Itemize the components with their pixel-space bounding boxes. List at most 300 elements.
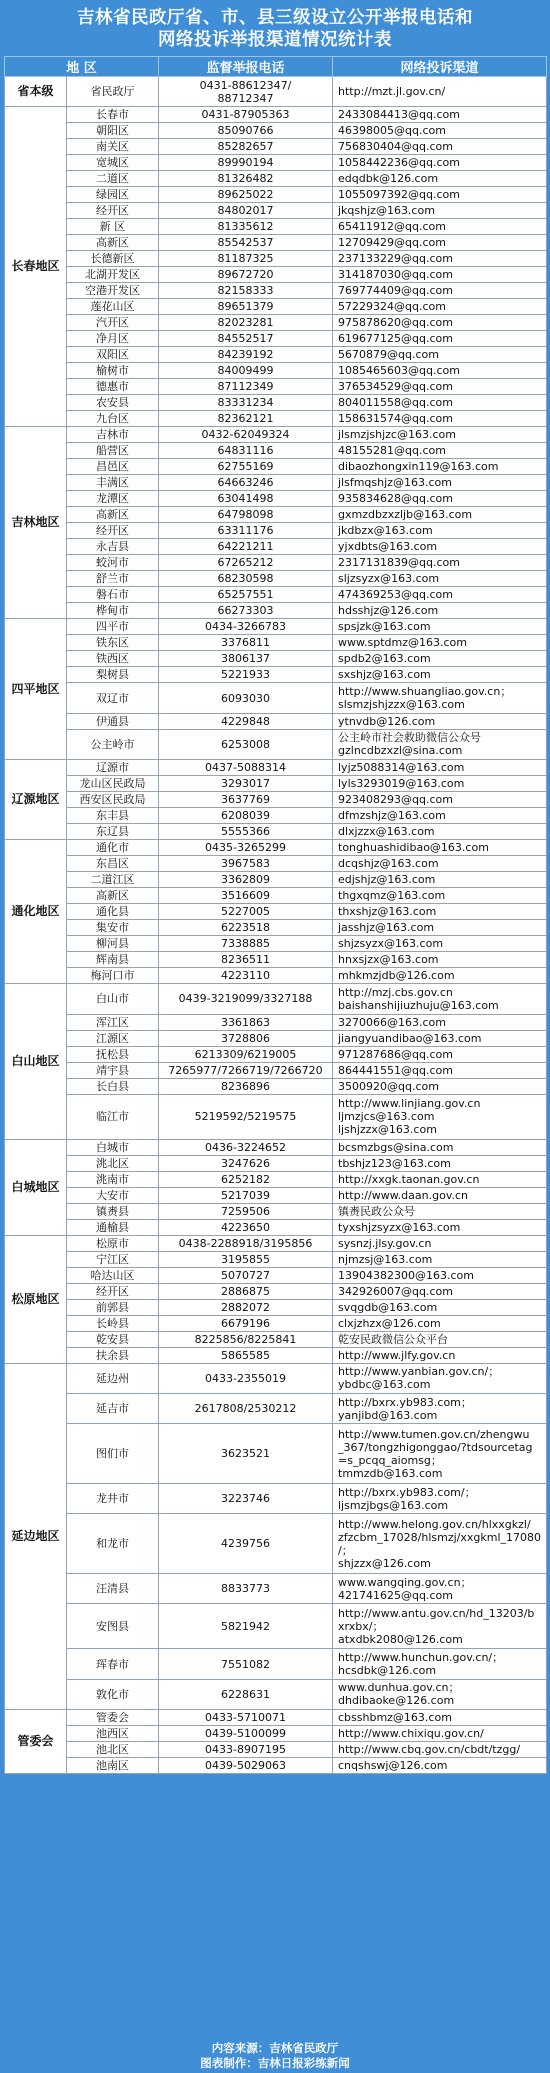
- area-cell: 龙山区民政局: [67, 776, 159, 792]
- channel-cell: tbshjz123@163.com: [333, 1155, 547, 1171]
- table-row: [5, 395, 547, 411]
- table-row: [5, 952, 547, 968]
- channel-cell: tyxshjzsyzx@163.com: [333, 1219, 547, 1235]
- channel-cell: 1055097392@qq.com: [333, 187, 547, 203]
- area-cell: 经开区: [67, 1283, 159, 1299]
- table-row: [5, 331, 547, 347]
- table-row: [5, 1219, 547, 1235]
- channel-cell: hnxsjzx@163.com: [333, 952, 547, 968]
- phone-cell: 66273303: [159, 603, 333, 619]
- channel-cell: gxmzdbzxzljb@163.com: [333, 507, 547, 523]
- table-header-row: [5, 57, 547, 77]
- table-row: [5, 523, 547, 539]
- channel-cell: http://www.chixiqu.gov.cn/: [333, 1726, 547, 1742]
- phone-cell: 3637769: [159, 792, 333, 808]
- channel-cell: 2317131839@qq.com: [333, 555, 547, 571]
- area-cell: 长春市: [67, 107, 159, 123]
- area-cell: 镇赉县: [67, 1203, 159, 1219]
- table-row: [5, 1742, 547, 1758]
- channel-cell: http://www.helong.gov.cn/hlxxgkzl/ zfzcbm_17028/hlsmzj/xxgkml_17080 /； shjzzx@126.com: [333, 1514, 547, 1574]
- table-row: [5, 1155, 547, 1171]
- phone-cell: 0434-3266783: [159, 619, 333, 635]
- phone-cell: 4223650: [159, 1219, 333, 1235]
- phone-cell: 82362121: [159, 411, 333, 427]
- phone-cell: 0433-2355019: [159, 1363, 333, 1393]
- table-row: [5, 1094, 547, 1139]
- phone-cell: 7338885: [159, 936, 333, 952]
- area-cell: 图们市: [67, 1424, 159, 1484]
- phone-cell: 6228631: [159, 1679, 333, 1709]
- channel-cell: http://www.linjiang.gov.cn ljmzjcs@163.com ljshjzzx@163.com: [333, 1094, 547, 1139]
- table-row: [5, 603, 547, 619]
- phone-cell: 0435-3265299: [159, 840, 333, 856]
- phone-cell: 8225856/8225841: [159, 1331, 333, 1347]
- table-row: [5, 1315, 547, 1331]
- phone-cell: 65257551: [159, 587, 333, 603]
- table-row: [5, 1283, 547, 1299]
- area-cell: 白城市: [67, 1139, 159, 1155]
- header-region: 地 区: [5, 57, 159, 77]
- area-cell: 东辽县: [67, 824, 159, 840]
- phone-cell: 89625022: [159, 187, 333, 203]
- phone-cell: 0433-5710071: [159, 1710, 333, 1726]
- channel-cell: edjshjz@163.com: [333, 872, 547, 888]
- channel-cell: jiangyuandibao@163.com: [333, 1030, 547, 1046]
- channel-cell: www.wangqing.gov.cn； 421741625@qq.com: [333, 1573, 547, 1603]
- table-row: [5, 107, 547, 123]
- table-row: [5, 171, 547, 187]
- area-cell: 和龙市: [67, 1514, 159, 1574]
- channel-cell: lyjz5088314@163.com: [333, 760, 547, 776]
- phone-cell: 62755169: [159, 459, 333, 475]
- header-channel: 网络投诉渠道: [333, 57, 547, 77]
- table-row: [5, 459, 547, 475]
- area-cell: 乾安县: [67, 1331, 159, 1347]
- phone-cell: 64798098: [159, 507, 333, 523]
- phone-cell: 64663246: [159, 475, 333, 491]
- area-cell: 九台区: [67, 411, 159, 427]
- channel-cell: svqgdb@163.com: [333, 1299, 547, 1315]
- table-row: [5, 123, 547, 139]
- phone-cell: 84802017: [159, 203, 333, 219]
- area-cell: 通化县: [67, 904, 159, 920]
- area-cell: 北湖开发区: [67, 267, 159, 283]
- table-row: [5, 968, 547, 984]
- area-cell: 高新区: [67, 235, 159, 251]
- area-cell: 大安市: [67, 1187, 159, 1203]
- channel-cell: http://www.daan.gov.cn: [333, 1187, 547, 1203]
- phone-cell: 85090766: [159, 123, 333, 139]
- channel-cell: 342926007@qq.com: [333, 1283, 547, 1299]
- channel-cell: dlxjzzx@163.com: [333, 824, 547, 840]
- table-row: [5, 155, 547, 171]
- area-cell: 洮北区: [67, 1155, 159, 1171]
- table-row: [5, 1235, 547, 1251]
- area-cell: 二道区: [67, 171, 159, 187]
- channel-cell: http://bxrx.yb983.com/； ljsmzjbgs@163.com: [333, 1483, 547, 1513]
- phone-cell: 8236896: [159, 1078, 333, 1094]
- channel-cell: 乾安民政微信公众平台: [333, 1331, 547, 1347]
- area-cell: 高新区: [67, 507, 159, 523]
- area-cell: 敦化市: [67, 1679, 159, 1709]
- phone-cell: 3967583: [159, 856, 333, 872]
- footer-credit: 图表制作：吉林日报彩练新闻: [200, 2056, 350, 2070]
- table-row: [5, 299, 547, 315]
- channel-cell: dcqshjz@163.com: [333, 856, 547, 872]
- channel-cell: 65411912@qq.com: [333, 219, 547, 235]
- phone-cell: 6208039: [159, 808, 333, 824]
- table-row: [5, 667, 547, 683]
- phone-cell: 0433-8907195: [159, 1742, 333, 1758]
- phone-cell: 0431-87905363: [159, 107, 333, 123]
- header-phone: 监督举报电话: [159, 57, 333, 77]
- table-row: [5, 1483, 547, 1513]
- channel-cell: dibaozhongxin119@163.com: [333, 459, 547, 475]
- channel-cell: bcsmzbgs@sina.com: [333, 1139, 547, 1155]
- phone-cell: 3376811: [159, 635, 333, 651]
- table-row: [5, 475, 547, 491]
- area-cell: 榆树市: [67, 363, 159, 379]
- phone-cell: 4229848: [159, 713, 333, 729]
- phone-cell: 0437-5088314: [159, 760, 333, 776]
- channel-cell: 48155281@qq.com: [333, 443, 547, 459]
- channel-cell: sljzsyzx@163.com: [333, 571, 547, 587]
- channel-cell: jasshjz@163.com: [333, 920, 547, 936]
- table-row: [5, 651, 547, 667]
- area-cell: 桦甸市: [67, 603, 159, 619]
- table-row: [5, 491, 547, 507]
- channel-cell: spsjzk@163.com: [333, 619, 547, 635]
- phone-cell: 0439-3219099/3327188: [159, 984, 333, 1014]
- area-cell: 德惠市: [67, 379, 159, 395]
- table-row: [5, 683, 547, 713]
- table-row: [5, 1649, 547, 1679]
- table-row: [5, 792, 547, 808]
- area-cell: 辽源市: [67, 760, 159, 776]
- channel-cell: http://www.hunchun.gov.cn/； hcsdbk@126.com: [333, 1649, 547, 1679]
- channel-cell: http://xxgk.taonan.gov.cn: [333, 1171, 547, 1187]
- channel-cell: sysnzj.jlsy.gov.cn: [333, 1235, 547, 1251]
- channel-cell: cnqshswj@126.com: [333, 1758, 547, 1774]
- area-cell: 宁江区: [67, 1251, 159, 1267]
- table-row: [5, 1078, 547, 1094]
- channel-cell: 5670879@qq.com: [333, 347, 547, 363]
- phone-cell: 6679196: [159, 1315, 333, 1331]
- table-row: [5, 984, 547, 1014]
- phone-cell: 82158333: [159, 283, 333, 299]
- channel-cell: 769774409@qq.com: [333, 283, 547, 299]
- channel-cell: www.sptdmz@163.com: [333, 635, 547, 651]
- phone-cell: 6093030: [159, 683, 333, 713]
- table-row: [5, 1363, 547, 1393]
- table-row: [5, 507, 547, 523]
- phone-cell: 5221933: [159, 667, 333, 683]
- area-cell: 农安县: [67, 395, 159, 411]
- table-row: [5, 1267, 547, 1283]
- area-cell: 双阳区: [67, 347, 159, 363]
- area-cell: 莲花山区: [67, 299, 159, 315]
- channel-cell: edqdbk@126.com: [333, 171, 547, 187]
- table-row: [5, 1347, 547, 1363]
- table-row: [5, 619, 547, 635]
- phone-cell: 85542537: [159, 235, 333, 251]
- region-cell: 通化地区: [5, 840, 67, 984]
- area-cell: 浑江区: [67, 1014, 159, 1030]
- channel-cell: 12709429@qq.com: [333, 235, 547, 251]
- area-cell: 洮南市: [67, 1171, 159, 1187]
- table-row: [5, 235, 547, 251]
- footer-source: 内容来源：吉林省民政厅: [211, 2041, 339, 2055]
- table-row: [5, 1139, 547, 1155]
- phone-cell: 8236511: [159, 952, 333, 968]
- channel-cell: 2433084413@qq.com: [333, 107, 547, 123]
- area-cell: 汪清县: [67, 1573, 159, 1603]
- channel-cell: 935834628@qq.com: [333, 491, 547, 507]
- table-row: [5, 840, 547, 856]
- table-row: [5, 139, 547, 155]
- channel-cell: 237133229@qq.com: [333, 251, 547, 267]
- phone-cell: 5865585: [159, 1347, 333, 1363]
- phone-cell: 2882072: [159, 1299, 333, 1315]
- area-cell: 安图县: [67, 1604, 159, 1649]
- table-row: [5, 555, 547, 571]
- region-cell: 长春地区: [5, 107, 67, 427]
- channel-cell: 376534529@qq.com: [333, 379, 547, 395]
- phone-cell: 5070727: [159, 1267, 333, 1283]
- phone-cell: 6252182: [159, 1171, 333, 1187]
- channel-cell: 975878620@qq.com: [333, 315, 547, 331]
- phone-cell: 5227005: [159, 904, 333, 920]
- area-cell: 宽城区: [67, 155, 159, 171]
- area-cell: 东昌区: [67, 856, 159, 872]
- channel-cell: ytnvdb@126.com: [333, 713, 547, 729]
- phone-cell: 3293017: [159, 776, 333, 792]
- phone-cell: 4223110: [159, 968, 333, 984]
- table-row: [5, 824, 547, 840]
- table-row: [5, 443, 547, 459]
- table-row: [5, 729, 547, 759]
- channel-cell: 923408293@qq.com: [333, 792, 547, 808]
- area-cell: 龙井市: [67, 1483, 159, 1513]
- channel-cell: http://www.cbq.gov.cn/cbdt/tzgg/: [333, 1742, 547, 1758]
- table-row: [5, 187, 547, 203]
- table-row: [5, 760, 547, 776]
- area-cell: 延吉市: [67, 1393, 159, 1423]
- area-cell: 长德新区: [67, 251, 159, 267]
- area-cell: 临江市: [67, 1094, 159, 1139]
- phone-cell: 3806137: [159, 651, 333, 667]
- phone-cell: 7265977/7266719/7266720: [159, 1062, 333, 1078]
- table-row: [5, 427, 547, 443]
- area-cell: 柳河县: [67, 936, 159, 952]
- area-cell: 空港开发区: [67, 283, 159, 299]
- table-row: [5, 203, 547, 219]
- table-row: [5, 1393, 547, 1423]
- channel-cell: thgxqmz@163.com: [333, 888, 547, 904]
- channel-cell: 公主岭市社会救助微信公众号 gzlncdbzxzl@sina.com: [333, 729, 547, 759]
- channel-cell: http://mzt.jl.gov.cn/: [333, 77, 547, 107]
- area-cell: 汽开区: [67, 315, 159, 331]
- table-row: [5, 1251, 547, 1267]
- table-row: [5, 1046, 547, 1062]
- table-row: [5, 1679, 547, 1709]
- area-cell: 通化市: [67, 840, 159, 856]
- channel-cell: http://www.shuangliao.gov.cn； slsmzjshjzzx@163.com: [333, 683, 547, 713]
- table-row: [5, 411, 547, 427]
- table-row: [5, 856, 547, 872]
- phone-cell: 81335612: [159, 219, 333, 235]
- area-cell: 铁东区: [67, 635, 159, 651]
- channel-cell: http://www.tumen.gov.cn/zhengwu _367/tongzhigonggao/?tdsourcetag =s_pcqq_aiomsg； tmmzdb@163.com: [333, 1424, 547, 1484]
- phone-cell: 5821942: [159, 1604, 333, 1649]
- phone-cell: 5217039: [159, 1187, 333, 1203]
- table-row: [5, 219, 547, 235]
- table-row: [5, 587, 547, 603]
- table-row: [5, 1030, 547, 1046]
- channel-cell: jkqshjz@163.com: [333, 203, 547, 219]
- channel-cell: 756830404@qq.com: [333, 139, 547, 155]
- phone-cell: 67265212: [159, 555, 333, 571]
- table-row: [5, 1604, 547, 1649]
- area-cell: 双辽市: [67, 683, 159, 713]
- region-cell: 四平地区: [5, 619, 67, 760]
- table-row: [5, 1171, 547, 1187]
- area-cell: 丰满区: [67, 475, 159, 491]
- phone-cell: 64831116: [159, 443, 333, 459]
- area-cell: 龙潭区: [67, 491, 159, 507]
- channel-cell: 3270066@163.com: [333, 1014, 547, 1030]
- table-row: [5, 571, 547, 587]
- area-cell: 磐石市: [67, 587, 159, 603]
- table-row: [5, 1710, 547, 1726]
- phone-cell: 81187325: [159, 251, 333, 267]
- table-body: [5, 77, 547, 1774]
- channel-cell: spdb2@163.com: [333, 651, 547, 667]
- phone-cell: 0438-2288918/3195856: [159, 1235, 333, 1251]
- channel-cell: 3500920@qq.com: [333, 1078, 547, 1094]
- phone-cell: 64221211: [159, 539, 333, 555]
- area-cell: 通榆县: [67, 1219, 159, 1235]
- title-line-2: 网络投诉举报渠道情况统计表: [158, 30, 392, 50]
- channel-cell: http://mzj.cbs.gov.cn baishanshijiuzhuju@163.com: [333, 984, 547, 1014]
- channel-cell: 158631574@qq.com: [333, 411, 547, 427]
- phone-cell: 3361863: [159, 1014, 333, 1030]
- channel-cell: www.dunhua.gov.cn； dhdibaoke@126.com: [333, 1679, 547, 1709]
- phone-cell: 83331234: [159, 395, 333, 411]
- area-cell: 梨树县: [67, 667, 159, 683]
- region-cell: 省本级: [5, 77, 67, 107]
- phone-cell: 68230598: [159, 571, 333, 587]
- statistics-table: [4, 56, 547, 1774]
- channel-cell: http://bxrx.yb983.com； yanjibd@163.com: [333, 1393, 547, 1423]
- area-cell: 绿园区: [67, 187, 159, 203]
- region-cell: 辽源地区: [5, 760, 67, 840]
- channel-cell: clxjzhzx@126.com: [333, 1315, 547, 1331]
- phone-cell: 3362809: [159, 872, 333, 888]
- table-row: [5, 267, 547, 283]
- phone-cell: 63311176: [159, 523, 333, 539]
- phone-cell: 0431-88612347/ 88712347: [159, 77, 333, 107]
- phone-cell: 89651379: [159, 299, 333, 315]
- channel-cell: jlsfmqshjz@163.com: [333, 475, 547, 491]
- table-row: [5, 1062, 547, 1078]
- region-cell: 松原地区: [5, 1235, 67, 1363]
- table-row: [5, 936, 547, 952]
- area-cell: 高新区: [67, 888, 159, 904]
- area-cell: 管委会: [67, 1710, 159, 1726]
- channel-cell: mhkmzjdb@126.com: [333, 968, 547, 984]
- table-row: [5, 872, 547, 888]
- area-cell: 蛟河市: [67, 555, 159, 571]
- area-cell: 船营区: [67, 443, 159, 459]
- channel-cell: 13904382300@163.com: [333, 1267, 547, 1283]
- table-row: [5, 808, 547, 824]
- region-cell: 白城地区: [5, 1139, 67, 1235]
- phone-cell: 0436-3224652: [159, 1139, 333, 1155]
- table-row: [5, 379, 547, 395]
- area-cell: 梅河口市: [67, 968, 159, 984]
- phone-cell: 2617808/2530212: [159, 1393, 333, 1423]
- area-cell: 延边州: [67, 1363, 159, 1393]
- channel-cell: 46398005@qq.com: [333, 123, 547, 139]
- phone-cell: 82023281: [159, 315, 333, 331]
- area-cell: 扶余县: [67, 1347, 159, 1363]
- phone-cell: 87112349: [159, 379, 333, 395]
- channel-cell: 1085465603@qq.com: [333, 363, 547, 379]
- phone-cell: 0432-62049324: [159, 427, 333, 443]
- area-cell: 永吉县: [67, 539, 159, 555]
- area-cell: 铁西区: [67, 651, 159, 667]
- phone-cell: 6253008: [159, 729, 333, 759]
- table-row: [5, 347, 547, 363]
- area-cell: 池南区: [67, 1758, 159, 1774]
- phone-cell: 84009499: [159, 363, 333, 379]
- region-cell: 白山地区: [5, 984, 67, 1139]
- area-cell: 新 区: [67, 219, 159, 235]
- channel-cell: hdsshjz@126.com: [333, 603, 547, 619]
- table-row: [5, 1758, 547, 1774]
- table-row: [5, 1203, 547, 1219]
- phone-cell: 84552517: [159, 331, 333, 347]
- phone-cell: 81326482: [159, 171, 333, 187]
- region-cell: 延边地区: [5, 1363, 67, 1710]
- channel-cell: 864441551@qq.com: [333, 1062, 547, 1078]
- area-cell: 省民政厅: [67, 77, 159, 107]
- area-cell: 长岭县: [67, 1315, 159, 1331]
- channel-cell: thxshjz@163.com: [333, 904, 547, 920]
- channel-cell: 474369253@qq.com: [333, 587, 547, 603]
- area-cell: 经开区: [67, 203, 159, 219]
- table-row: [5, 1514, 547, 1574]
- channel-cell: shjzsyzx@163.com: [333, 936, 547, 952]
- phone-cell: 4239756: [159, 1514, 333, 1574]
- area-cell: 前郭县: [67, 1299, 159, 1315]
- channel-cell: 971287686@qq.com: [333, 1046, 547, 1062]
- phone-cell: 7551082: [159, 1649, 333, 1679]
- area-cell: 珲春市: [67, 1649, 159, 1679]
- channel-cell: 镇赉民政公众号: [333, 1203, 547, 1219]
- area-cell: 辉南县: [67, 952, 159, 968]
- phone-cell: 84239192: [159, 347, 333, 363]
- channel-cell: sxshjz@163.com: [333, 667, 547, 683]
- table-row: [5, 363, 547, 379]
- channel-cell: 57229324@qq.com: [333, 299, 547, 315]
- channel-cell: yjxdbts@163.com: [333, 539, 547, 555]
- table-row: [5, 315, 547, 331]
- area-cell: 抚松县: [67, 1046, 159, 1062]
- area-cell: 吉林市: [67, 427, 159, 443]
- area-cell: 经开区: [67, 523, 159, 539]
